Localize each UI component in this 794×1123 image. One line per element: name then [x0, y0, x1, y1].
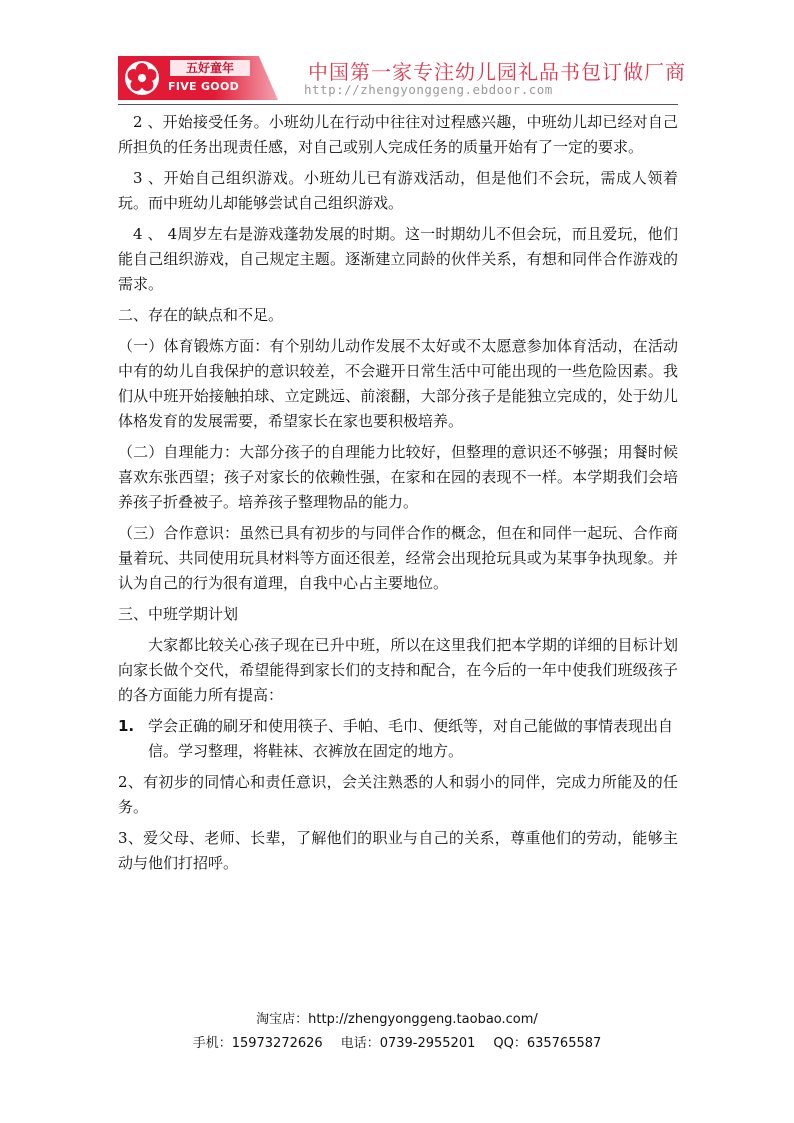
- flower-logo-icon: [124, 60, 160, 96]
- page-footer: [0, 1008, 794, 1056]
- page-header: [118, 52, 686, 108]
- footer-taobao: 淘宝店：http://zhengyonggeng.taobao.com/: [256, 1012, 538, 1027]
- list-item-1: [118, 714, 678, 764]
- section-heading-2: 二、存在的缺点和不足。: [118, 306, 284, 324]
- list-number: 1.: [118, 717, 135, 735]
- list-text: 学会正确的刷牙和使用筷子、手帕、毛巾、便纸等，对自己能做的事情表现出自信。学习整理，将鞋袜、衣裤放在固定的地方。: [148, 717, 674, 760]
- list-item-3: 3、爱父母、老师、长辈，了解他们的职业与自己的关系，尊重他们的劳动，能够主动与他们打招呼。: [118, 829, 678, 872]
- paragraph-item-2: 2 、开始接受任务。小班幼儿在行动中往往对过程感兴趣，中班幼儿却已经对自己所担负的任务出现责任感，对自己或别人完成任务的质量开始有了一定的要求。: [118, 113, 678, 156]
- footer-qq: QQ：635765587: [493, 1036, 602, 1051]
- footer-mobile: 手机：15973272626: [192, 1036, 323, 1051]
- brand-logo: [118, 56, 278, 100]
- paragraph-self-care: （二）自理能力：大部分孩子的自理能力比较好，但整理的意识还不够强；用餐时候喜欢东张西望；孩子对家长的依赖性强，在家和在园的表现不一样。本学期我们会培养孩子折叠被子。培养孩子整理物品的能力。: [118, 443, 678, 511]
- footer-contacts: [0, 1032, 794, 1056]
- header-url: http://zhengyonggeng.ebdoor.com: [304, 82, 553, 97]
- paragraph-item-3: 3 、开始自己组织游戏。小班幼儿已有游戏活动，但是他们不会玩，需成人领着玩。而中班幼儿却能够尝试自己组织游戏。: [118, 169, 678, 212]
- paragraph-cooperation: （三）合作意识：虽然已具有初步的与同伴合作的概念，但在和同伴一起玩、合作商量着玩、共同使用玩具材料等方面还很差，经常会出现抢玩具或为某事争执现象。并认为自己的行为很有道理，自我中心占主要地位。: [118, 524, 678, 592]
- logo-chinese-name: 五好童年: [170, 60, 250, 76]
- paragraph-plan-intro: 大家都比较关心孩子现在已升中班，所以在这里我们把本学期的详细的目标计划向家长做个交代，希望能得到家长们的支持和配合，在今后的一年中使我们班级孩子的各方面能力所有提高：: [118, 636, 678, 704]
- paragraph-item-4: 4 、 4周岁左右是游戏蓬勃发展的时期。这一时期幼儿不但会玩，而且爱玩，他们能自己组织游戏，自己规定主题。逐渐建立同龄的伙伴关系，有想和同伴合作游戏的需求。: [118, 225, 678, 293]
- document-body: [118, 110, 678, 882]
- section-heading-3: 三、中班学期计划: [118, 605, 239, 623]
- header-divider: [118, 104, 678, 105]
- paragraph-sports: （一）体育锻炼方面：有个别幼儿动作发展不太好或不太愿意参加体育活动，在活动中有的幼儿自我保护的意识较差，不会避开日常生活中可能出现的一些危险因素。我们从中班开始接触拍球、立定跳远、前滚翻，大部分孩子是能独立完成的，处于幼儿体格发育的发展需要，希望家长在家也要积极培养。: [118, 337, 678, 430]
- header-slogan: 中国第一家专注幼儿园礼品书包订做厂商: [308, 60, 686, 84]
- logo-english-name: FIVE GOOD: [168, 80, 240, 93]
- footer-phone: 电话：0739-2955201: [340, 1036, 476, 1051]
- list-item-2: 2、有初步的同情心和责任意识，会关注熟悉的人和弱小的同伴，完成力所能及的任务。: [118, 773, 678, 816]
